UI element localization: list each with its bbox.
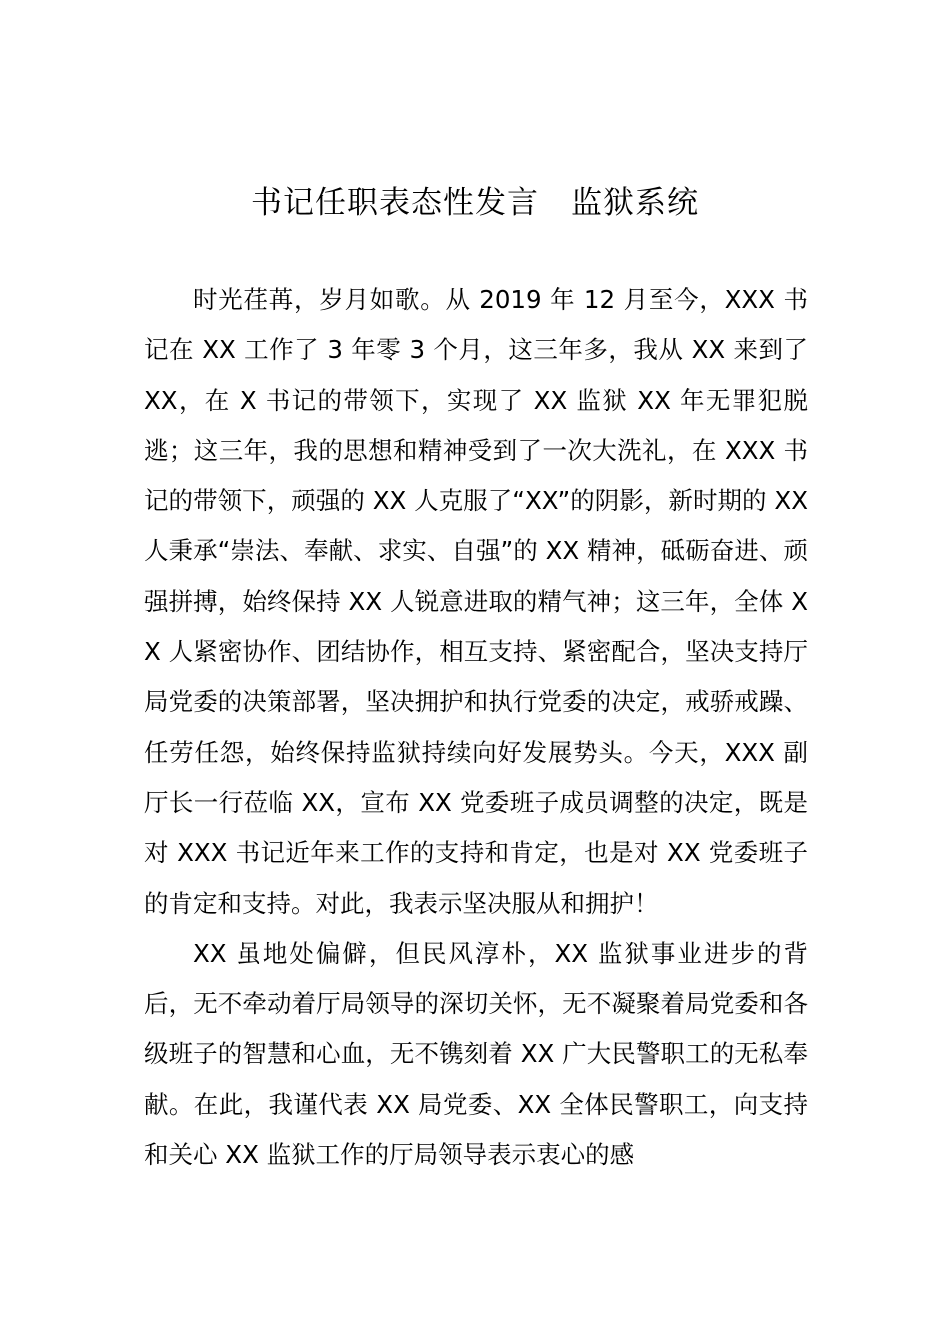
paragraph-2: XX 虽地处偏僻，但民风淳朴，XX 监狱事业进步的背后，无不牵动着厅局领导的深切关怀，无不凝聚着局党委和各级班子的智慧和心血，无不镌刻着 XX 广大民警职工的无私奉献。在此，我谨代表 XX 局党委、XX 全体民警职工，向支持和关心 XX 监狱工作的厅局领导表示衷心的感	[144, 938, 808, 1170]
paragraph-1: 时光荏苒，岁月如歌。从 2019 年 12 月至今，XXX 书记在 XX 工作了 3 年零 3 个月，这三年多，我从 XX 来到了 XX，在 X 书记的带领下，实现了 XX 监狱 XX 年无罪犯脱逃；这三年，我的思想和精神受到了一次大洗礼，在 XXX 书记的带领下，顽强的 XX 人克服了“XX”的阴影，新时期的 XX 人秉承“崇法、奉献、求实、自强”的 XX 精神，砥砺奋进、顽强拼搏，始终保持 XX 人锐意进取的精气神；这三年，全体 XX 人紧密协作、团结协作，相互支持、紧密配合，坚决支持厅局党委的决策部署，坚决拥护和执行党委的决定，戒骄戒躁、任劳任怨，始终保持监狱持续向好发展势头。今天，XXX 副厅长一行莅临 XX，宣布 XX 党委班子成员调整的决定，既是对 XXX 书记近年来工作的支持和肯定，也是对 XX 党委班子的肯定和支持。对此，我表示坚决服从和拥护！	[144, 285, 808, 918]
document-body	[144, 275, 808, 1180]
document-title: 书记任职表态性发言 监狱系统	[251, 185, 699, 221]
